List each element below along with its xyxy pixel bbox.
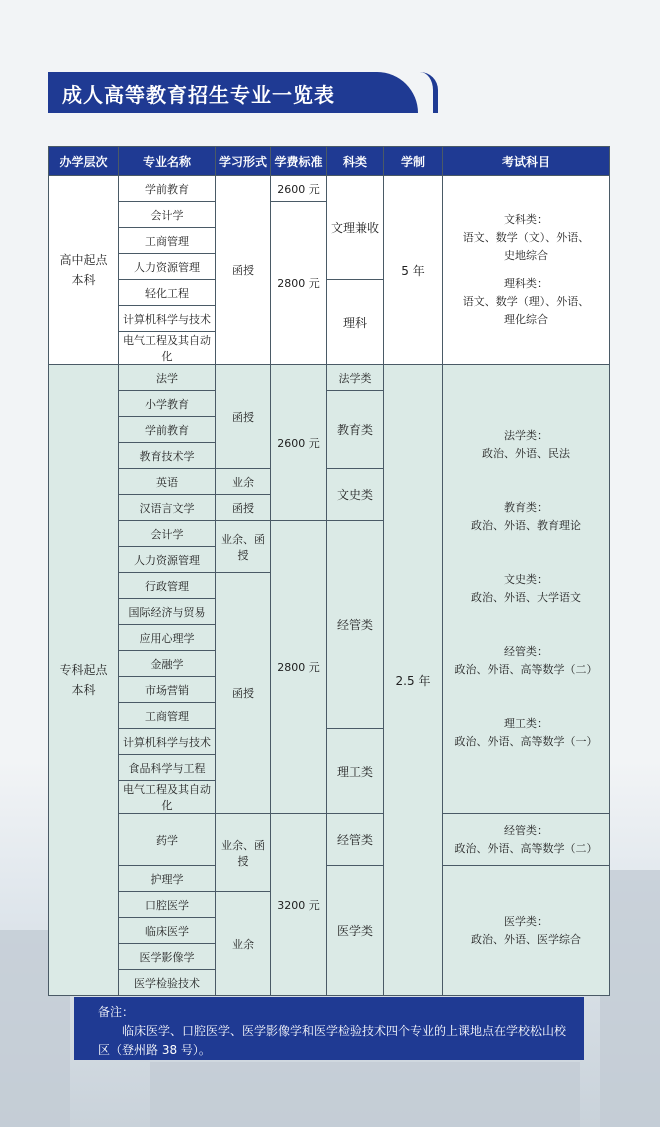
- fee-cell: 2800 元: [271, 521, 327, 814]
- category-cell: 法学类: [327, 365, 384, 391]
- category-cell: 文史类: [327, 469, 384, 521]
- major-cell: 药学: [119, 814, 216, 866]
- form-cell: 业余、函授: [216, 521, 271, 573]
- category-cell: 经管类: [327, 814, 384, 866]
- major-cell: 护理学: [119, 866, 216, 892]
- fee-cell: 2600 元: [271, 365, 327, 521]
- major-cell: 电气工程及其自动化: [119, 781, 216, 814]
- level-line: 本科: [71, 683, 96, 697]
- header-fee: 学费标准: [271, 147, 327, 176]
- page-title: 成人高等教育招生专业一览表: [62, 83, 335, 107]
- fee-cell: 2800 元: [271, 202, 327, 365]
- exam-title: 文科类：: [504, 213, 548, 226]
- major-cell: 国际经济与贸易: [119, 599, 216, 625]
- form-cell: 业余、函授: [216, 814, 271, 892]
- header-level: 办学层次: [49, 147, 119, 176]
- majors-table: [48, 146, 610, 996]
- major-cell: 医学检验技术: [119, 970, 216, 996]
- exam-subjects: 史地综合: [504, 249, 548, 262]
- title-banner: [48, 72, 440, 113]
- exam-subjects: 语文、数学（文）、外语、: [462, 231, 590, 244]
- table-row: [49, 866, 610, 892]
- form-cell: 函授: [216, 365, 271, 469]
- header-major: 专业名称: [119, 147, 216, 176]
- level-cell-undergrad: [49, 176, 119, 365]
- major-cell: 食品科学与工程: [119, 755, 216, 781]
- header-duration: 学制: [384, 147, 443, 176]
- major-cell: 计算机科学与技术: [119, 729, 216, 755]
- level-line: 本科: [71, 273, 96, 287]
- exam-subjects: 政治、外语、医学综合: [471, 932, 581, 946]
- category-cell: 理工类: [327, 729, 384, 814]
- header-exam: 考试科目: [443, 147, 610, 176]
- table-row: [49, 176, 610, 202]
- major-cell: 电气工程及其自动化: [119, 332, 216, 365]
- exam-title: 文史类：: [504, 573, 548, 586]
- major-cell: 市场营销: [119, 677, 216, 703]
- major-cell: 应用心理学: [119, 625, 216, 651]
- form-cell: 函授: [216, 495, 271, 521]
- exam-subjects: 政治、外语、大学语文: [471, 591, 581, 604]
- level-line: 专科起点: [59, 663, 108, 677]
- major-cell: 工商管理: [119, 228, 216, 254]
- category-cell: 文理兼收: [327, 176, 384, 280]
- form-cell: 函授: [216, 573, 271, 814]
- table-row: [49, 365, 610, 391]
- major-cell: 人力资源管理: [119, 547, 216, 573]
- exam-subjects: 政治、外语、高等数学（二）: [454, 663, 598, 676]
- exam-title: 教育类：: [504, 501, 548, 514]
- note-heading: 备注：: [98, 1005, 135, 1019]
- major-cell: 金融学: [119, 651, 216, 677]
- header-category: 科类: [327, 147, 384, 176]
- table-row: [49, 814, 610, 866]
- table-header-row: [49, 147, 610, 176]
- exam-subjects: 语文、数学（理）、外语、: [462, 295, 590, 308]
- duration-cell: 5 年: [384, 176, 443, 365]
- exam-title: 经管类：: [504, 823, 548, 837]
- major-cell: 小学教育: [119, 391, 216, 417]
- header-form: 学习形式: [216, 147, 271, 176]
- category-cell: 医学类: [327, 866, 384, 996]
- form-cell: 函授: [216, 176, 271, 365]
- category-cell: 理科: [327, 280, 384, 365]
- level-line: 高中起点: [59, 253, 108, 267]
- major-cell: 教育技术学: [119, 443, 216, 469]
- note-body: 临床医学、口腔医学、医学影像学和医学检验技术四个专业的上课地点在学校松山校区（登州路 38 号）。: [98, 1024, 567, 1057]
- fee-cell: 3200 元: [271, 814, 327, 996]
- major-cell: 学前教育: [119, 176, 216, 202]
- major-cell: 英语: [119, 469, 216, 495]
- major-cell: 工商管理: [119, 703, 216, 729]
- exam-title: 经管类：: [504, 645, 548, 658]
- duration-cell: 2.5 年: [384, 365, 443, 996]
- level-cell-college: [49, 365, 119, 996]
- title-banner-stripe: [420, 72, 438, 113]
- major-cell: 会计学: [119, 202, 216, 228]
- exam-title: 医学类：: [504, 914, 548, 928]
- exam-title: 法学类：: [504, 429, 548, 442]
- major-cell: 临床医学: [119, 918, 216, 944]
- fee-cell: 2600 元: [271, 176, 327, 202]
- exam-cell-undergrad: [443, 176, 610, 365]
- building-center: [150, 1062, 580, 1127]
- major-cell: 学前教育: [119, 417, 216, 443]
- exam-cell-college-main: [443, 365, 610, 814]
- exam-subjects: 政治、外语、教育理论: [471, 519, 581, 532]
- major-cell: 医学影像学: [119, 944, 216, 970]
- major-cell: 口腔医学: [119, 892, 216, 918]
- form-cell: 业余: [216, 892, 271, 996]
- major-cell: 人力资源管理: [119, 254, 216, 280]
- major-cell: 轻化工程: [119, 280, 216, 306]
- category-cell: 教育类: [327, 391, 384, 469]
- major-cell: 行政管理: [119, 573, 216, 599]
- exam-subjects: 政治、外语、高等数学（一）: [454, 735, 598, 748]
- exam-cell-jingguan: [443, 814, 610, 866]
- exam-title: 理工类：: [504, 717, 548, 730]
- exam-subjects: 政治、外语、高等数学（二）: [454, 841, 598, 855]
- major-cell: 计算机科学与技术: [119, 306, 216, 332]
- major-cell: 法学: [119, 365, 216, 391]
- note-box: [74, 997, 584, 1060]
- exam-title: 理科类：: [504, 277, 548, 290]
- exam-subjects: 政治、外语、民法: [482, 447, 570, 460]
- form-cell: 业余: [216, 469, 271, 495]
- category-cell: 经管类: [327, 521, 384, 729]
- major-cell: 会计学: [119, 521, 216, 547]
- exam-cell-medical: [443, 866, 610, 996]
- exam-subjects: 理化综合: [504, 313, 548, 326]
- major-cell: 汉语言文学: [119, 495, 216, 521]
